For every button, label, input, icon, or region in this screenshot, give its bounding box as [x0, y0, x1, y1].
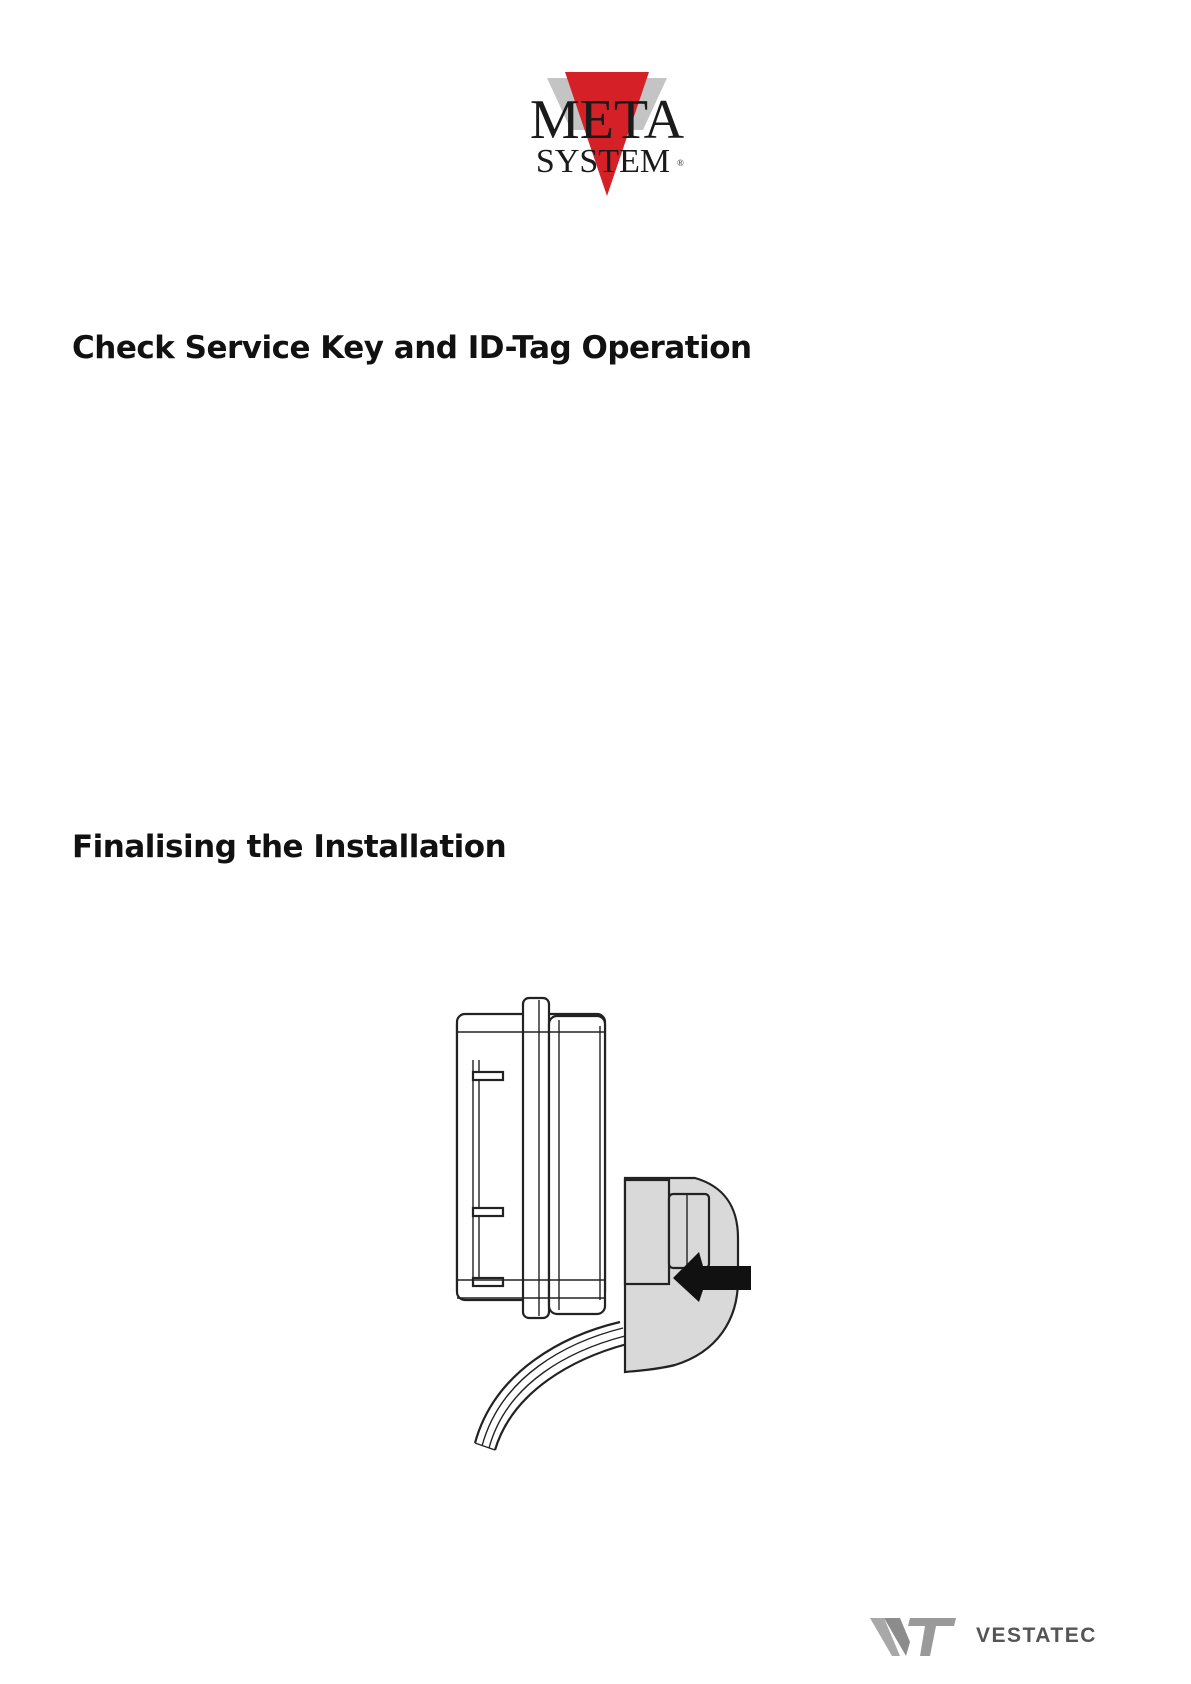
section-title-check-service-key: Check Service Key and ID-Tag Operation — [72, 330, 752, 366]
vestatec-mark-icon — [870, 1612, 956, 1662]
meta-system-logo-graphic — [517, 68, 697, 200]
connector-plug — [669, 1194, 709, 1268]
vestatec-logo — [870, 1612, 1130, 1662]
logo-line1: META — [529, 89, 685, 151]
housing-clip-middle — [473, 1208, 503, 1216]
meta-system-logo — [517, 68, 697, 200]
housing-flange — [523, 998, 549, 1318]
cable-bundle — [475, 1322, 627, 1450]
section-title-finalising-installation: Finalising the Installation — [72, 829, 507, 865]
housing-clip-bottom — [473, 1278, 503, 1286]
device-illustration-graphic — [455, 980, 765, 1470]
housing-clip-top — [473, 1072, 503, 1080]
connector-body — [625, 1180, 669, 1284]
device-with-connector-boot-illustration — [455, 980, 765, 1470]
logo-line2: SYSTEM — [535, 143, 671, 180]
logo-registered-mark: ® — [677, 158, 684, 168]
housing-front — [549, 1016, 605, 1314]
vestatec-logo-text: VESTATEC — [976, 1624, 1097, 1647]
